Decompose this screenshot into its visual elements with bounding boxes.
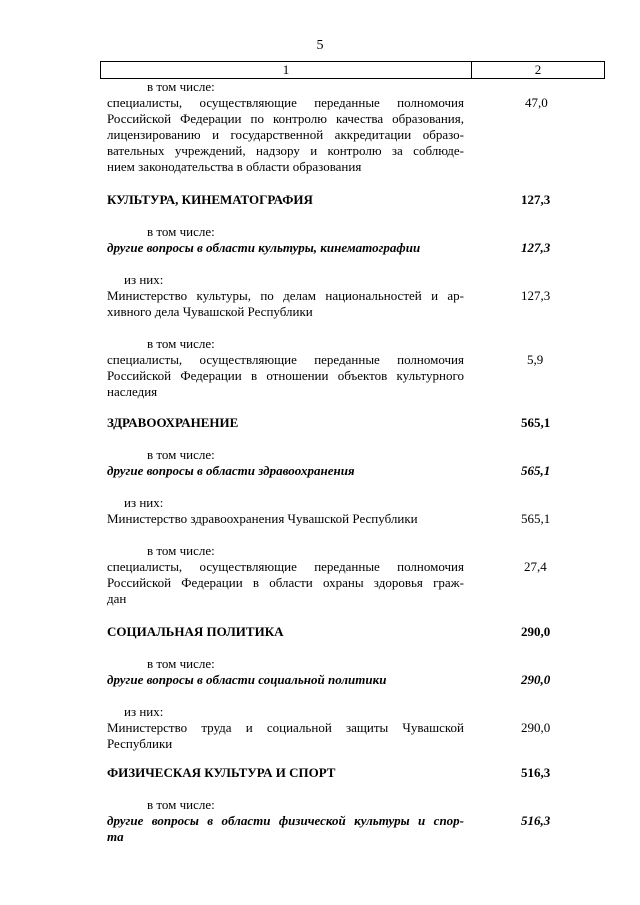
value: 5,9 bbox=[527, 352, 544, 367]
section-title-social: СОЦИАЛЬНАЯ ПОЛИТИКА bbox=[107, 624, 284, 639]
text-line: хивного дела Чувашской Республики bbox=[107, 304, 313, 319]
section-value: 516,3 bbox=[521, 765, 551, 780]
section-value: 565,1 bbox=[521, 415, 551, 430]
text-line: Республики bbox=[107, 736, 173, 751]
header-col-1: 1 bbox=[101, 62, 472, 78]
text-line: специалисты, осуществляющие переданные полномочия bbox=[107, 559, 464, 574]
subsection-title: другие вопросы в области культуры, кинематографии bbox=[107, 240, 421, 255]
subsection-value: 516,3 bbox=[521, 813, 551, 828]
of-them-label: из них: bbox=[124, 272, 164, 287]
header-col-2: 2 bbox=[534, 62, 542, 77]
section-value: 290,0 bbox=[521, 624, 551, 639]
text-line: Российской Федерации по контролю качества образования, bbox=[107, 111, 464, 126]
text-line: Министерство труда и социальной защиты Чувашской bbox=[107, 720, 464, 735]
section-title-health: ЗДРАВООХРАНЕНИЕ bbox=[107, 415, 239, 430]
of-them-label: из них: bbox=[124, 495, 164, 510]
page-number: 5 bbox=[316, 38, 324, 53]
table-header bbox=[100, 61, 605, 79]
in-that-number-label: в том числе: bbox=[147, 336, 215, 351]
subsection-value: 290,0 bbox=[521, 672, 551, 687]
subsection-title: другие вопросы в области физической культуры и спор- bbox=[107, 813, 464, 828]
of-them-label: из них: bbox=[124, 704, 164, 719]
subsection-value: 565,1 bbox=[521, 463, 551, 478]
subsection-title-cont: та bbox=[107, 829, 124, 844]
in-that-number-label: в том числе: bbox=[147, 447, 215, 462]
text-line: наследия bbox=[107, 384, 158, 399]
value: 290,0 bbox=[521, 720, 551, 735]
in-that-number-label: в том числе: bbox=[147, 797, 215, 812]
text-line: Российской Федерации в отношении объектов культурного bbox=[107, 368, 464, 383]
in-that-number-label: в том числе: bbox=[147, 543, 215, 558]
text-line: вательных учреждений, надзору и контролю за соблюде- bbox=[107, 143, 464, 158]
section-title-culture: КУЛЬТУРА, КИНЕМАТОГРАФИЯ bbox=[107, 192, 313, 207]
text-line: Министерство культуры, по делам национальностей и ар- bbox=[107, 288, 464, 303]
subsection-value: 127,3 bbox=[521, 240, 551, 255]
text-line: лицензированию и государственной аккредитации образо- bbox=[107, 127, 464, 142]
text-line: дан bbox=[107, 591, 127, 606]
in-that-number-label: в том числе: bbox=[147, 79, 215, 94]
text-line: нием законодательства в области образования bbox=[107, 159, 362, 174]
section-value: 127,3 bbox=[521, 192, 551, 207]
in-that-number-label: в том числе: bbox=[147, 656, 215, 671]
text-line: Российской Федерации в области охраны здоровья граж- bbox=[107, 575, 464, 590]
subsection-title: другие вопросы в области здравоохранения bbox=[107, 463, 355, 478]
value: 27,4 bbox=[524, 559, 547, 574]
value: 47,0 bbox=[525, 95, 548, 110]
in-that-number-label: в том числе: bbox=[147, 224, 215, 239]
section-title-sport: ФИЗИЧЕСКАЯ КУЛЬТУРА И СПОРТ bbox=[107, 765, 336, 780]
value: 127,3 bbox=[521, 288, 551, 303]
subsection-title: другие вопросы в области социальной политики bbox=[107, 672, 387, 687]
text-line: специалисты, осуществляющие переданные полномочия bbox=[107, 95, 464, 110]
text-line: специалисты, осуществляющие переданные полномочия bbox=[107, 352, 464, 367]
value: 565,1 bbox=[521, 511, 551, 526]
text-line: Министерство здравоохранения Чувашской Республики bbox=[107, 511, 418, 526]
